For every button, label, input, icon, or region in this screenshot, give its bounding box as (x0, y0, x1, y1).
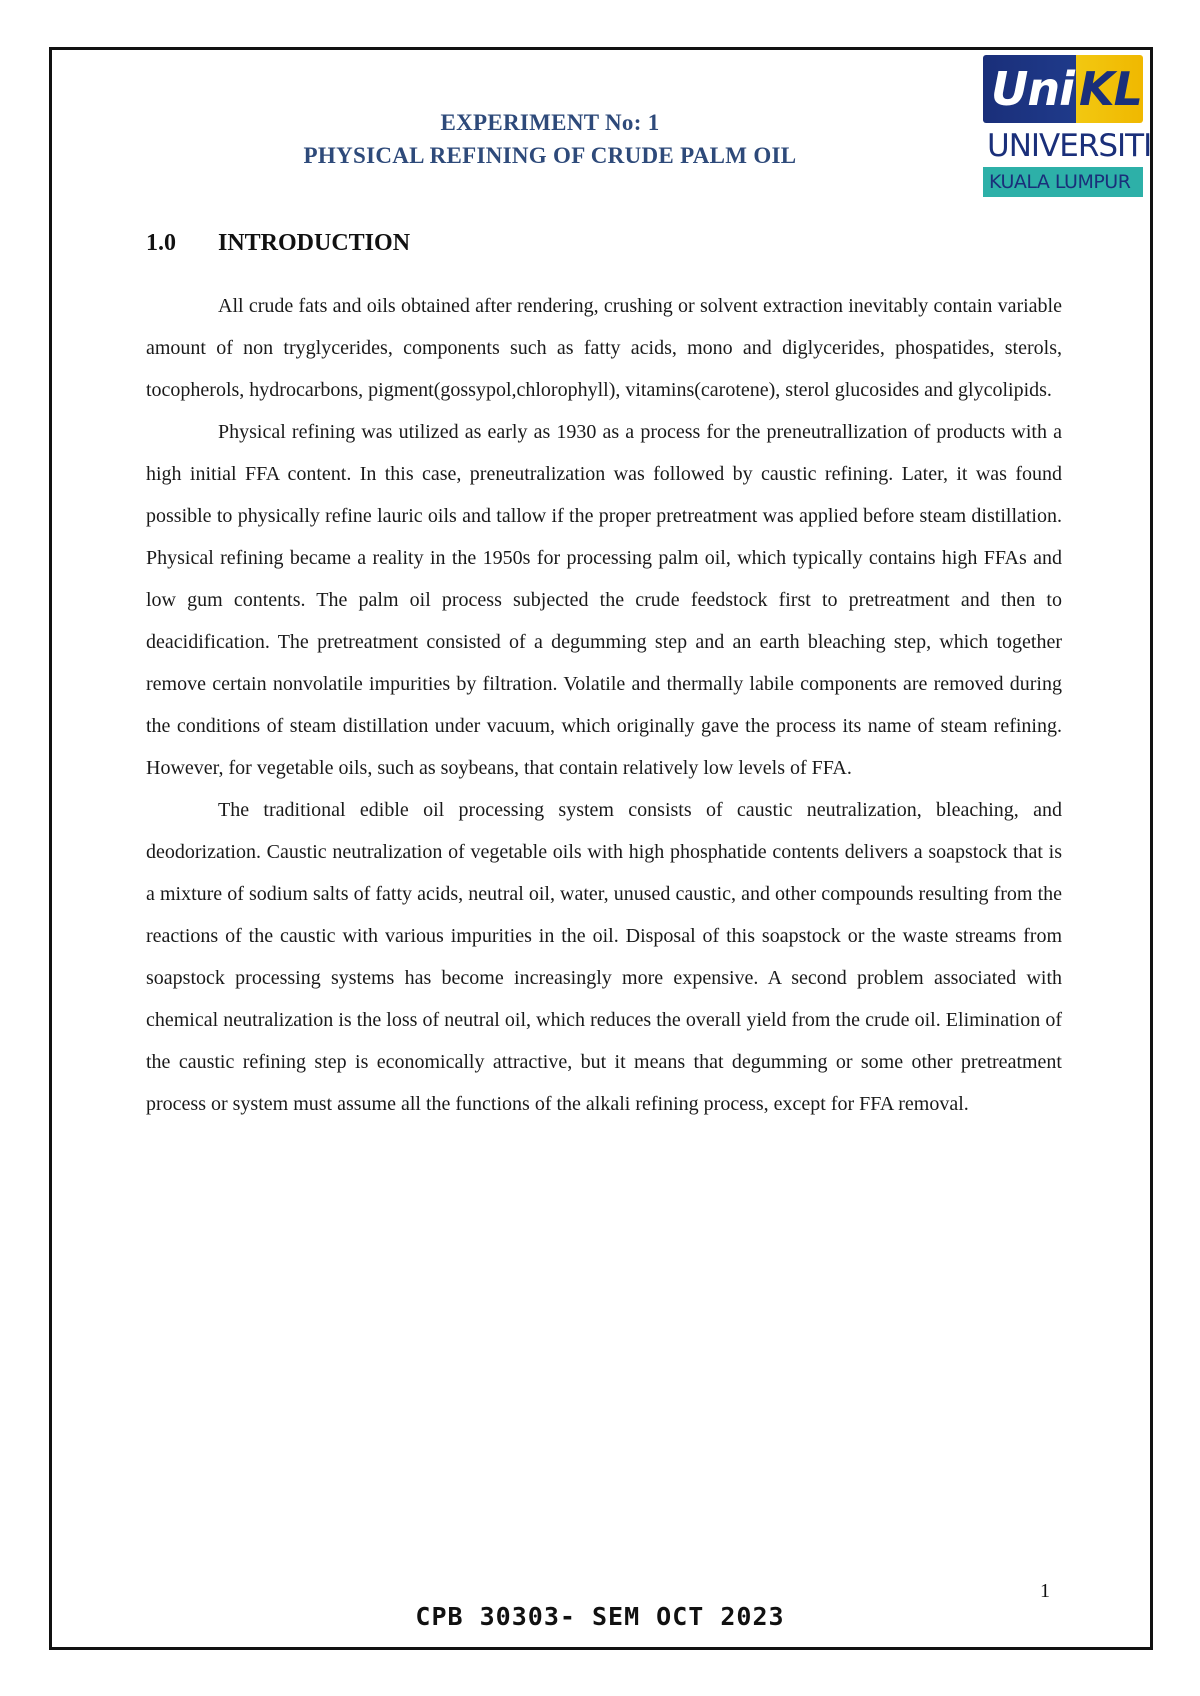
paragraph: The traditional edible oil processing system consists of caustic neutralization, bleaching, and deodorization. Caustic neutralization of vegetable oils with high phosphatide contents delivers a soapstock that is a mixture of sodium salts of fatty acids, neutral oil, water, unused caustic, and other compounds resulting from the reactions of the caustic with various impurities in the oil. Disposal of this soapstock or the waste streams from soapstock processing systems has become increasingly more expensive. A second problem associated with chemical neutralization is the loss of neutral oil, which reduces the overall yield from the crude oil. Elimination of the caustic refining step is economically attractive, but it means that degumming or some other pretreatment process or system must assume all the functions of the alkali refining process, except for FFA removal. (146, 799, 1062, 1115)
body-text (146, 285, 1062, 1125)
footer-course-code: CPB 30303- SEM OCT 2023 (415, 1602, 785, 1631)
experiment-number: EXPERIMENT No: 1 (440, 110, 660, 135)
paragraph: All crude fats and oils obtained after rendering, crushing or solvent extraction inevitably contain variable amount of non tryglycerides, components such as fatty acids, mono and diglycerides, phospatides, sterols, tocopherols, hydrocarbons, pigment(gossypol,chlorophyll), vitamins(carotene), sterol glucosides and glycolipids. (146, 295, 1062, 401)
page-number: 1 (1040, 1580, 1050, 1602)
paragraph: Physical refining was utilized as early as 1930 as a process for the preneutrallization of products with a high initial FFA content. In this case, preneutralization was followed by caustic refining. Later, it was found possible to physically refine lauric oils and tallow if the proper pretreatment was applied before steam distillation. Physical refining became a reality in the 1950s for processing palm oil, which typically contains high FFAs and low gum contents. The palm oil process subjected the crude feedstock first to pretreatment and then to deacidification. The pretreatment consisted of a degumming step and an earth bleaching step, which together remove certain nonvolatile impurities by filtration. Volatile and thermally labile components are removed during the conditions of steam distillation under vacuum, which originally gave the process its name of steam refining. However, for vegetable oils, such as soybeans, that contain relatively low levels of FFA. (146, 421, 1062, 779)
logo-kuala-lumpur-text: KUALA LUMPUR (983, 167, 1143, 197)
logo-uni-text: Uni (991, 62, 1074, 116)
section-heading (146, 230, 410, 257)
logo-kl-text: KL (1079, 62, 1142, 116)
logo-banner (983, 55, 1143, 123)
section-title: INTRODUCTION (218, 230, 411, 256)
logo-universiti-text: UNIVERSITI (987, 128, 1152, 164)
experiment-title: PHYSICAL REFINING OF CRUDE PALM OIL (303, 143, 797, 168)
unikl-logo (983, 55, 1152, 203)
section-number: 1.0 (146, 230, 176, 256)
